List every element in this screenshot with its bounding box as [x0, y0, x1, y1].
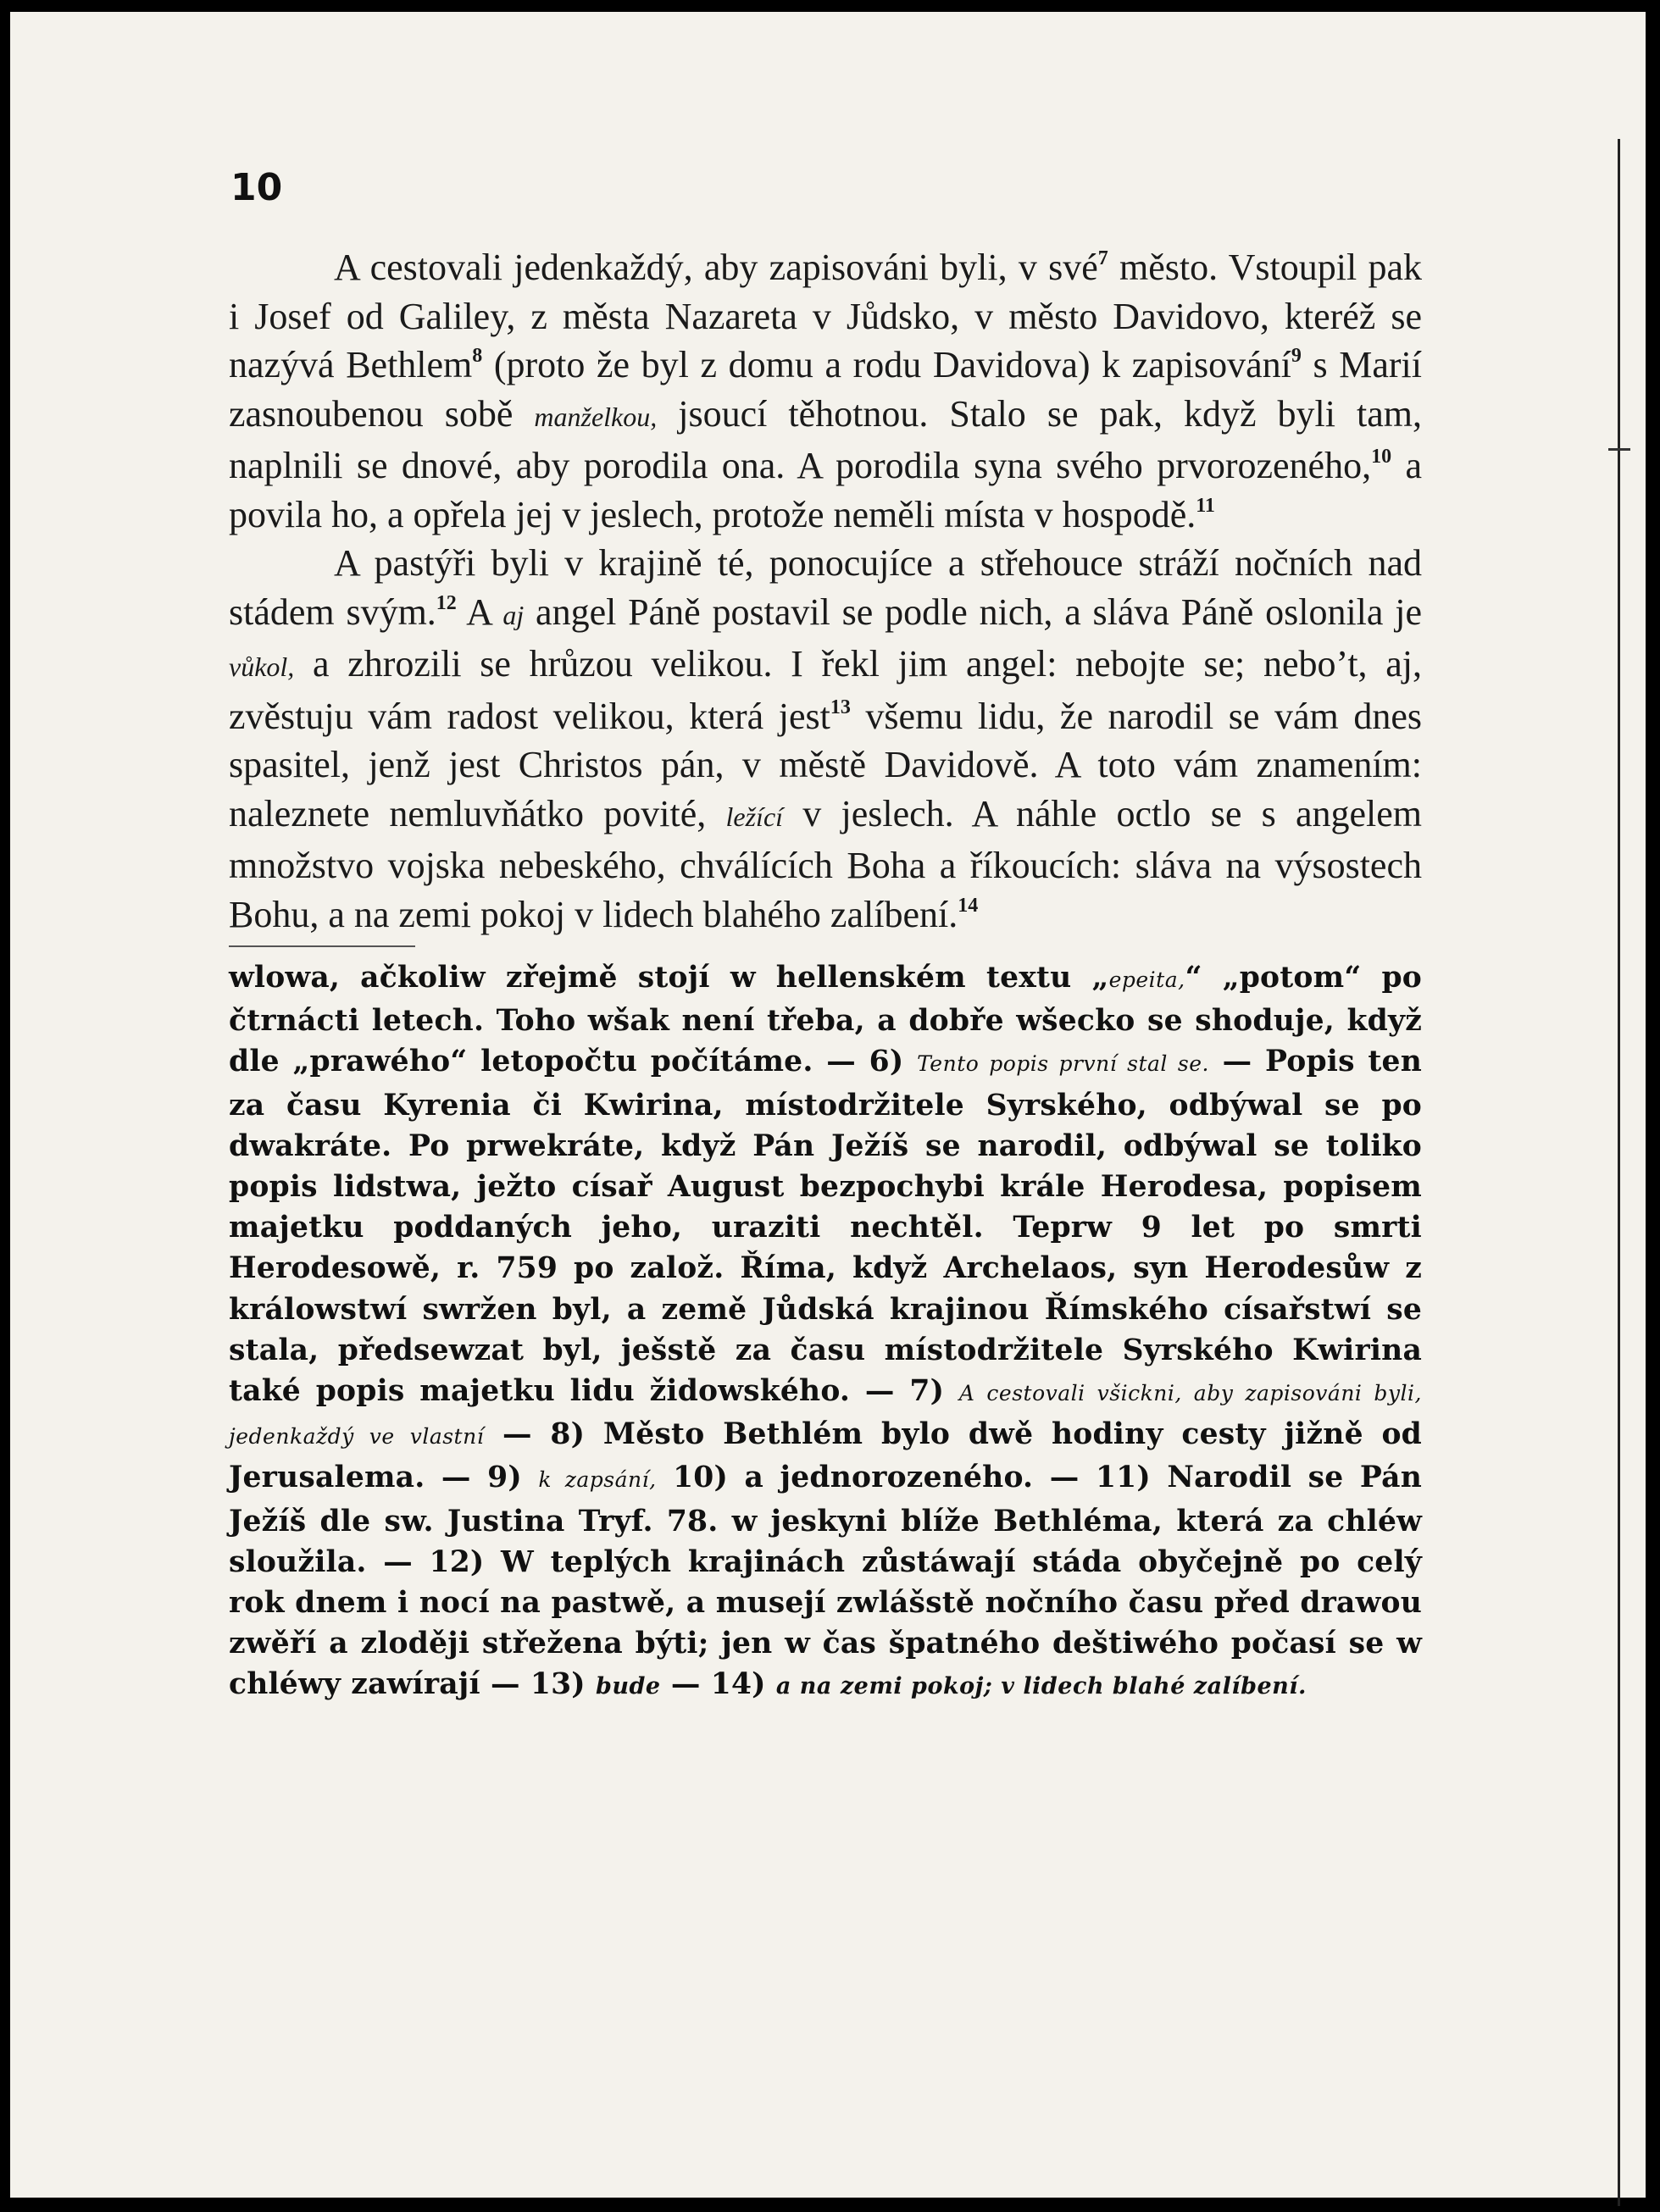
italic-gloss: ležící: [725, 801, 784, 832]
italic-gloss: aj: [502, 599, 525, 630]
paragraph-1: A cestovali jedenkaždý, aby zapisováni byli, v své$^7$ město. Vstoupil pak i Josef od Galiley, z města Nazareta v Jůdsko, v město Davidovo, kteréž se nazývá Bethlem$^8$ (proto že byl z domu a rodu Davidova) k zapisování$^9$ s Marií zasnoubenou sobě manželkou, jsoucí těhotnou. Stalo se pak, když byli tam, naplnili se dnové, aby porodila ona. A porodila syna svého prvorozeného,$^{10}$ a povila ho, a opřela jej v jeslech, protože neměli místa v hospodě.$^{11}$: [229, 247, 1423, 535]
content: [229, 166, 1422, 1708]
italic-gloss: bude: [596, 1673, 661, 1700]
page-edge-mark: [1608, 448, 1630, 451]
page-number: 10: [230, 166, 283, 209]
italic-gloss: Tento popis první stal se.: [917, 1051, 1209, 1077]
footnote-separator: [229, 945, 415, 947]
footnote-ref-10: 10: [1371, 446, 1392, 468]
footnote-ref-13: 13: [830, 696, 851, 718]
footnote-ref-12: 12: [436, 591, 457, 614]
footnote-ref-14: 14: [958, 894, 979, 917]
page: [10, 12, 1646, 2198]
paragraph-2: A pastýři byli v krajině té, ponocujíce a střehouce stráží nočních nad stádem svým.$^{12}$ A aj angel Páně postavil se podle nich, a sláva Páně oslonila je vůkol, a zhrozili se hrůzou velikou. I řekl jim angel: nebojte se; nebo’t, aj, zvěstuju vám radost velikou, která jest$^{13}$ všemu lidu, že narodil se vám dnes spasitel, jenž jest Christos pán, v městě Davidově. A toto vám znamením: naleznete nemluvňátko povité, ležící v jeslech. A náhle octlo se s angelem množstvo vojska nebeského, chválících Boha a říkoucích: sláva na výsostech Bohu, a na zemi pokoj v lidech blahého zalíbení.$^{14}$: [229, 542, 1423, 935]
footnote-ref-7: 7: [1097, 247, 1108, 269]
italic-gloss: A cestovali všickni, aby zapisováni byli, jedenkaždý ve vlastní: [229, 1381, 1422, 1450]
footnote-ref-9: 9: [1291, 345, 1302, 367]
italic-gloss: k zapsání,: [538, 1467, 657, 1493]
footnote-ref-11: 11: [1196, 494, 1215, 517]
footnote-ref-8: 8: [472, 345, 483, 367]
italic-gloss: manželkou,: [534, 401, 658, 432]
main-text: [229, 243, 1422, 939]
footnotes: wlowa, ačkoliw zřejmě stojí w hellenském textu „epeita,“ „potom“ po čtrnácti letech. Toho wšak není třeba, a dobře wšecko se shoduje, když dle „prawého“ letopočtu počítáme. — 6) Tento popis první stal se. — Popis ten za času Kyrenia či Kwirina, místodržitele Syrského, odbýwal se po dwakráte. Po prwekráte, když Pán Ježíš se narodil, odbýwal se toliko popis lidstwa, ježto císař August bezpochybi krále Herodesa, popisem majetku poddaných jeho, uraziti nechtěl. Teprw 9 let po smrti Herodesowě, r. 759 po založ. Říma, když Archelaos, syn Herodesůw z králowstwí swržen byl, a země Jůdská krajinou Římského císařstwí se stala, předsewzat byl, ješstě za času místodržitele Syrského Kwirina také popis majetku lidu židowského. — 7) A cestovali všickni, aby zapisováni byli, jedenkaždý ve vlastní — 8) Město Bethlém bylo dwě hodiny cesty jižně od Jerusalema. — 9) k zapsání, 10) a jednorozeného. — 11) Narodil se Pán Ježíš dle sw. Justina Tryf. 78. w jeskyni blíže Bethléma, která za chléw sloužila. — 12) W teplých krajinách zůstáwají stáda obyčejně po celý rok dnem i nocí na pastwě, a musejí zwlášstě nočního času před drawou zwěří a zloději střežena býti; jen w čas špatného deštiwého počasí se w chléwy zawírají — 13) bude — 14) a na zemi pokoj; v lidech blahé zalíbení.: [229, 961, 1423, 1702]
italic-gloss: vůkol,: [229, 651, 295, 682]
italic-gloss: a na zemi pokoj; v lidech blahé zalíbení.: [775, 1673, 1307, 1700]
